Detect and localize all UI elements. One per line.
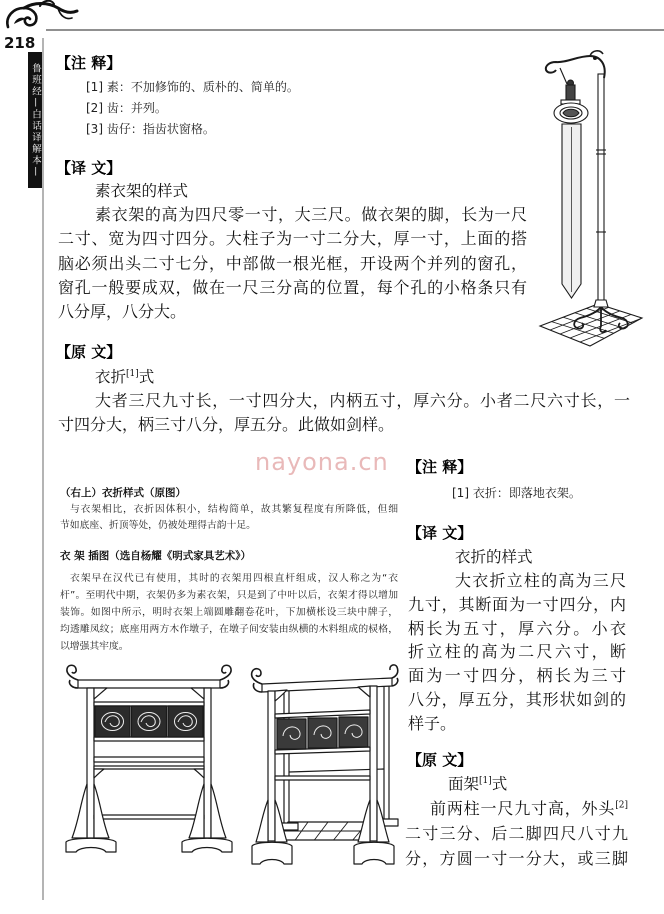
caption-title-yijia: 衣 架 插图（选自杨耀《明式家具艺术》） xyxy=(60,550,252,562)
title-text: 衣折 xyxy=(95,368,127,386)
notes-heading: 【注 释】 xyxy=(56,54,122,72)
line-text: 前两柱一尺九寸高，外头 xyxy=(430,799,616,818)
text-line: 节如底座、折顶等处，仍被处理得古韵十足。 xyxy=(60,520,256,531)
text-line: 脑必须出头二寸七分，中部做一根光框，开设两个并列的窗孔， xyxy=(58,253,527,273)
caption-text-yizhe xyxy=(60,502,398,534)
caption-title-yizhe: （右上）衣折样式（原图） xyxy=(60,487,186,499)
text-line: 二寸、宽为四寸四分。大柱子为一寸二分大，厚一寸，上面的搭 xyxy=(58,229,527,249)
sword-stand-illustration xyxy=(530,45,645,350)
text-line: 素衣架的高为四尺零一寸，大三尺。做衣架的脚，长为一尺 xyxy=(95,205,527,224)
text-line: 柄长为五寸，厚六分。小衣 xyxy=(408,618,626,638)
original-text-heading: 【原 文】 xyxy=(407,751,473,769)
text-line: 寸四分大，柄三寸八分，厚五分。此做如剑样。 xyxy=(58,415,395,434)
original-text-paragraph xyxy=(405,796,628,871)
text-line: 装饰。如图中所示，明时衣架上端圆雕翻卷花叶，下加横枨设三块中牌子， xyxy=(60,607,398,618)
text-line: 面为一寸四分，柄长为三寸 xyxy=(408,666,626,686)
text-line: 折立柱的高为二尺六寸，断 xyxy=(408,642,626,662)
translation-title: 素衣架的样式 xyxy=(95,182,189,200)
translation-paragraph xyxy=(58,203,527,324)
text-line: 八分厚，八分大。 xyxy=(58,302,187,322)
note-item: [3] 齿仔：指齿状窗格。 xyxy=(86,122,215,136)
side-tab-book-title: 鲁班经—白话译解本— xyxy=(28,52,42,188)
page-number: 218 xyxy=(4,34,36,52)
text-line: 分，方圆一寸一分大，或三脚 xyxy=(405,849,628,868)
cloud-dragon-ornament-icon xyxy=(0,0,80,36)
note-item: [2] 齿：并列。 xyxy=(86,101,167,115)
translation-heading: 【译 文】 xyxy=(56,159,122,177)
clothes-rack-illustration-right xyxy=(245,658,400,873)
title-text: 面架 xyxy=(448,775,480,793)
original-text-title xyxy=(448,775,507,793)
title-suffix: 式 xyxy=(491,775,508,793)
text-line: 样子。 xyxy=(408,713,457,733)
original-text-paragraph xyxy=(58,389,630,437)
footnote-ref: [2] xyxy=(615,800,628,811)
note-item: [1] 衣折：即落地衣架。 xyxy=(452,486,581,500)
text-line: 大衣折立柱的高为三尺 xyxy=(455,571,626,590)
translation-paragraph xyxy=(408,569,626,736)
text-line: 与衣架相比，衣折因体积小，结构简单，故其繁复程度有所降低，但细 xyxy=(70,504,398,515)
watermark: nayona.cn xyxy=(255,448,389,476)
original-text-title xyxy=(95,368,154,386)
text-line: 杆”。至明代中期，衣架仍多为素衣架，只是到了中叶以后，衣架才得以增加 xyxy=(60,590,398,601)
text-line: 以增强其牢度。 xyxy=(60,641,129,652)
text-line: 衣架早在汉代已有使用，其时的衣架用四根直杆组成，汉人称之为“衣 xyxy=(70,573,398,584)
text-line: 窗孔一般要成双，做在一尺三分高的位置，每个孔的小格条只有 xyxy=(58,277,527,297)
original-text-heading: 【原 文】 xyxy=(56,343,122,361)
translation-title: 衣折的样式 xyxy=(455,548,533,566)
text-line: 均透雕凤纹；底座用两方木作墩子，在墩子间安装由纵横的木料组成的棂格， xyxy=(60,624,398,635)
footnote-ref: [1] xyxy=(126,368,139,379)
title-suffix: 式 xyxy=(138,368,155,386)
note-item: [1] 素：不加修饰的、质朴的、简单的。 xyxy=(86,80,299,94)
footnote-ref: [1] xyxy=(479,775,492,786)
text-line: 大者三尺九寸长，一寸四分大，内柄五寸，厚六分。小者二尺六寸长，一 xyxy=(95,391,630,410)
text-line: 九寸，其断面为一寸四分，内 xyxy=(408,594,626,614)
notes-heading: 【注 释】 xyxy=(407,458,473,476)
translation-heading: 【译 文】 xyxy=(407,524,473,542)
caption-text-yijia xyxy=(60,570,398,655)
text-line: 二寸三分、后二脚四尺八寸九 xyxy=(405,824,628,843)
text-line xyxy=(405,796,628,821)
clothes-rack-illustration-left xyxy=(60,655,235,870)
text-line: 八分，厚五分，其形状如剑的 xyxy=(408,689,626,709)
